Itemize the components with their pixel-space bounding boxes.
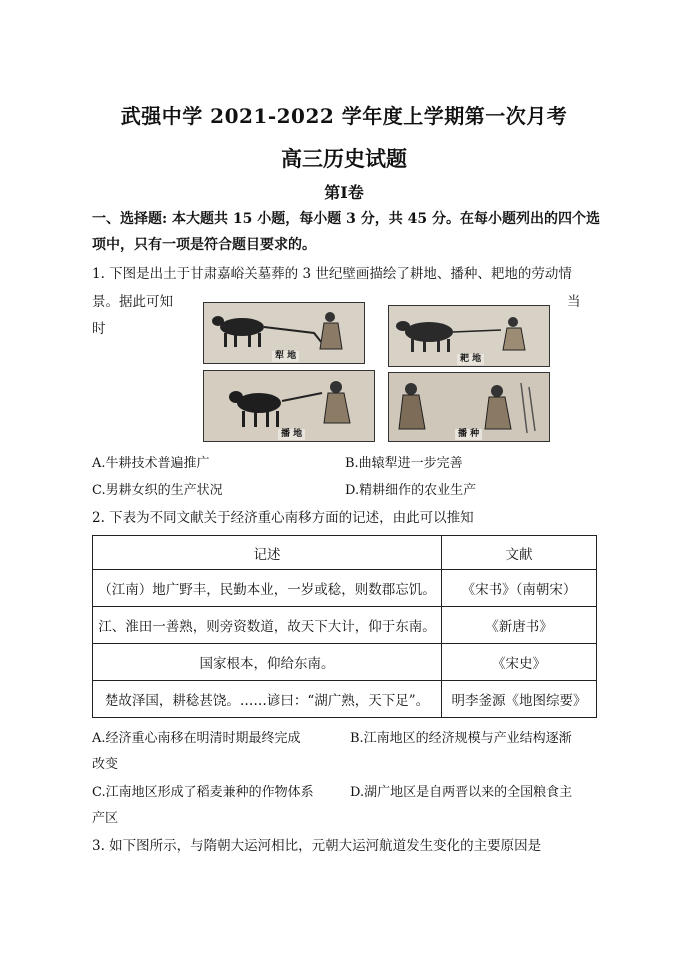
q2-option-c[interactable]: C.江南地区形成了稻麦兼种的作物体系	[92, 785, 314, 800]
q1-option-a[interactable]: A.牛耕技术普遍推广	[92, 456, 210, 471]
mural-caption-harrowing: 耙 地	[457, 354, 484, 365]
q2-option-d[interactable]: D.湖广地区是自两晋以来的全国粮食主	[350, 785, 573, 800]
table-cell-record: 楚故泽国，耕稔甚饶。……谚曰：“湖广熟，天下足”。	[93, 681, 442, 718]
q3-stem: 3. 如下图所示，与隋朝大运河相比，元朝大运河航道发生变化的主要原因是	[92, 838, 542, 854]
table-row	[93, 570, 597, 607]
table-cell-source: 明李釜源《地图综要》	[442, 681, 597, 718]
q2-table	[92, 535, 597, 718]
mural-sowing-image	[388, 372, 550, 442]
section-title: 第Ⅰ卷	[324, 183, 364, 202]
q1-option-c[interactable]: C.男耕女织的生产状况	[92, 483, 223, 498]
table-cell-source: 《新唐书》	[442, 607, 597, 644]
table-row	[93, 681, 597, 718]
q1-stem-line-3: 时	[92, 321, 106, 337]
table-cell-record: 国家根本，仰给东南。	[93, 644, 442, 681]
exam-subtitle: 高三历史试题	[281, 146, 407, 171]
mural-caption-plowing: 犁 地	[272, 351, 299, 362]
table-cell-record: 江、淮田一善熟，则旁资数道，故天下大计，仰于东南。	[93, 607, 442, 644]
q2-stem: 2. 下表为不同文献关于经济重心南移方面的记述，由此可以推知	[92, 510, 474, 526]
q2-option-b[interactable]: B.江南地区的经济规模与产业结构逐渐	[350, 731, 572, 746]
mural-plowing-image	[203, 302, 365, 364]
table-cell-record: （江南）地广野丰，民勤本业，一岁或稔，则数郡忘饥。	[93, 570, 442, 607]
instructions-line-1: 一、选择题: 本大题共 15 小题，每小题 3 分，共 45 分。在每小题列出的四个选	[92, 211, 600, 227]
mural-harrowing-image	[388, 305, 550, 367]
table-row	[93, 607, 597, 644]
q1-stem-line-1: 1. 下图是出土于甘肃嘉峪关墓葬的 3 世纪壁画描绘了耕地、播种、耙地的劳动情	[92, 266, 572, 282]
q2-option-a[interactable]: A.经济重心南移在明清时期最终完成	[92, 731, 301, 746]
q2-option-d-continued[interactable]: 产区	[92, 811, 119, 826]
instructions-line-2: 项中，只有一项是符合题目要求的。	[92, 237, 316, 253]
table-header-row	[93, 536, 597, 570]
table-cell-source: 《宋史》	[442, 644, 597, 681]
table-cell-source: 《宋书》（南朝宋）	[442, 570, 597, 607]
table-header-record: 记述	[93, 536, 442, 570]
q1-stem-line-2: 景。据此可知	[92, 294, 173, 310]
q1-stem-line-2-end: 当	[567, 294, 581, 310]
table-row	[93, 644, 597, 681]
q2-option-b-continued[interactable]: 改变	[92, 757, 119, 772]
mural-field-image	[203, 370, 375, 442]
mural-caption-sowing: 播 种	[455, 429, 482, 440]
q1-option-b[interactable]: B.曲辕犁进一步完善	[345, 456, 463, 471]
mural-caption-field: 播 地	[278, 429, 305, 440]
exam-title: 武强中学 2021-2022 学年度上学期第一次月考	[120, 104, 568, 128]
q1-option-d[interactable]: D.精耕细作的农业生产	[345, 483, 477, 498]
table-header-source: 文献	[442, 536, 597, 570]
